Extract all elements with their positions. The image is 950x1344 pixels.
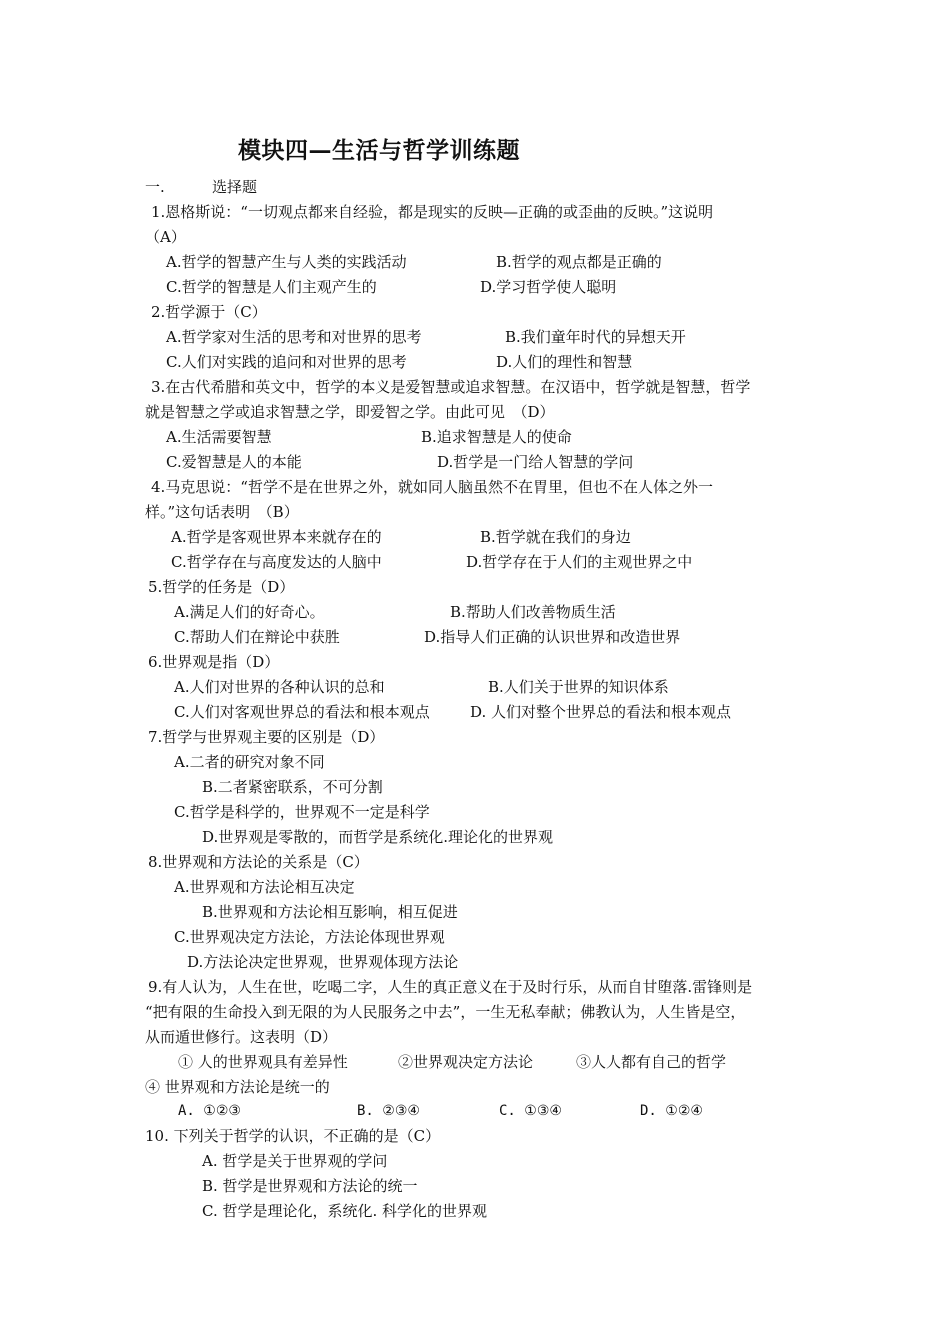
- question-9-statement-2: ②世界观决定方法论: [398, 1053, 534, 1071]
- question-4-option-d: D.哲学存在于人们的主观世界之中: [466, 553, 693, 571]
- question-10-stem: 10. 下列关于哲学的认识，不正确的是（C）: [145, 1127, 441, 1145]
- question-4-stem: 4.马克思说：“哲学不是在世界之外，就如同人脑虽然不在胃里，但也不在人体之外一: [151, 478, 713, 496]
- question-3-stem-cont: 就是智慧之学或追求智慧之学，即爱智之学。由此可见 （D）: [145, 403, 555, 421]
- question-10-option-a: A. 哲学是关于世界观的学问: [202, 1152, 388, 1170]
- question-7-stem: 7.哲学与世界观主要的区别是（D）: [148, 728, 385, 746]
- question-2-option-c: C.人们对实践的追问和对世界的思考: [166, 353, 407, 371]
- question-8-option-d: D.方法论决定世界观，世界观体现方法论: [187, 953, 459, 971]
- question-2-option-d: D.人们的理性和智慧: [496, 353, 633, 371]
- question-4-option-c: C.哲学存在与高度发达的人脑中: [171, 553, 382, 571]
- question-3-option-b: B.追求智慧是人的使命: [421, 428, 572, 446]
- question-4-option-a: A.哲学是客观世界本来就存在的: [171, 528, 382, 546]
- question-3-option-c: C.爱智慧是人的本能: [166, 453, 302, 471]
- question-9-option-c: C. ①③④: [499, 1103, 562, 1119]
- question-5-option-c: C.帮助人们在辩论中获胜: [174, 628, 340, 646]
- question-1-option-a: A.哲学的智慧产生与人类的实践活动: [166, 253, 407, 271]
- question-8-option-b: B.世界观和方法论相互影响，相互促进: [202, 903, 458, 921]
- document-title: 模块四—生活与哲学训练题: [238, 137, 520, 164]
- question-8-stem: 8.世界观和方法论的关系是（C）: [148, 853, 369, 871]
- question-1-stem: 1.恩格斯说：“一切观点都来自经验，都是现实的反映—正确的或歪曲的反映。”这说明: [151, 203, 714, 221]
- question-3-option-d: D.哲学是一门给人智慧的学问: [437, 453, 634, 471]
- section-label: 选择题: [212, 178, 258, 196]
- question-1-option-d: D.学习哲学使人聪明: [480, 278, 617, 296]
- question-9-option-a: A. ①②③: [178, 1103, 241, 1119]
- question-2-option-b: B.我们童年时代的异想天开: [505, 328, 686, 346]
- question-6-stem: 6.世界观是指（D）: [148, 653, 280, 671]
- question-9-option-b: B. ②③④: [357, 1103, 420, 1119]
- question-6-option-c: C.人们对客观世界总的看法和根本观点: [174, 703, 430, 721]
- question-6-option-b: B.人们关于世界的知识体系: [488, 678, 669, 696]
- question-5-stem: 5.哲学的任务是（D）: [148, 578, 295, 596]
- question-3-option-a: A.生活需要智慧: [166, 428, 272, 446]
- question-7-option-b: B.二者紧密联系，不可分割: [202, 778, 383, 796]
- question-1-option-b: B.哲学的观点都是正确的: [496, 253, 662, 271]
- question-1-stem-cont: （A）: [145, 228, 186, 246]
- question-5-option-d: D.指导人们正确的认识世界和改造世界: [424, 628, 681, 646]
- question-7-option-a: A.二者的研究对象不同: [174, 753, 325, 771]
- question-4-option-b: B.哲学就在我们的身边: [480, 528, 631, 546]
- question-5-option-a: A.满足人们的好奇心。: [174, 603, 325, 621]
- question-9-stem: 9.有人认为，人生在世，吃喝二字，人生的真正意义在于及时行乐，从而自甘堕落.雷锋则是: [148, 978, 753, 996]
- question-9-option-d: D. ①②④: [640, 1103, 703, 1119]
- question-1-option-c: C.哲学的智慧是人们主观产生的: [166, 278, 377, 296]
- question-6-option-a: A.人们对世界的各种认识的总和: [174, 678, 385, 696]
- section-number: 一.: [145, 178, 165, 196]
- question-9-statement-4: ④ 世界观和方法论是统一的: [145, 1078, 330, 1096]
- question-10-option-c: C. 哲学是理论化，系统化. 科学化的世界观: [202, 1202, 488, 1220]
- question-3-stem: 3.在古代希腊和英文中，哲学的本义是爱智慧或追求智慧。在汉语中，哲学就是智慧，哲学: [151, 378, 751, 396]
- question-7-option-c: C.哲学是科学的，世界观不一定是科学: [174, 803, 430, 821]
- question-2-stem: 2.哲学源于（C）: [151, 303, 267, 321]
- question-9-stem-cont: “把有限的生命投入到无限的为人民服务之中去”，一生无私奉献；佛教认为，人生皆是空，: [145, 1003, 746, 1021]
- question-4-stem-cont: 样。”这句话表明 （B）: [145, 503, 299, 521]
- question-5-option-b: B.帮助人们改善物质生活: [450, 603, 616, 621]
- question-6-option-d: D. 人们对整个世界总的看法和根本观点: [470, 703, 732, 721]
- question-7-option-d: D.世界观是零散的，而哲学是系统化.理论化的世界观: [202, 828, 554, 846]
- question-9-statement-1: ① 人的世界观具有差异性: [178, 1053, 348, 1071]
- question-9-statement-3: ③人人都有自己的哲学: [576, 1053, 727, 1071]
- question-9-stem-cont-2: 从而遁世修行。这表明（D）: [145, 1028, 338, 1046]
- question-10-option-b: B. 哲学是世界观和方法论的统一: [202, 1177, 418, 1195]
- question-2-option-a: A.哲学家对生活的思考和对世界的思考: [166, 328, 422, 346]
- question-8-option-a: A.世界观和方法论相互决定: [174, 878, 355, 896]
- question-8-option-c: C.世界观决定方法论，方法论体现世界观: [174, 928, 445, 946]
